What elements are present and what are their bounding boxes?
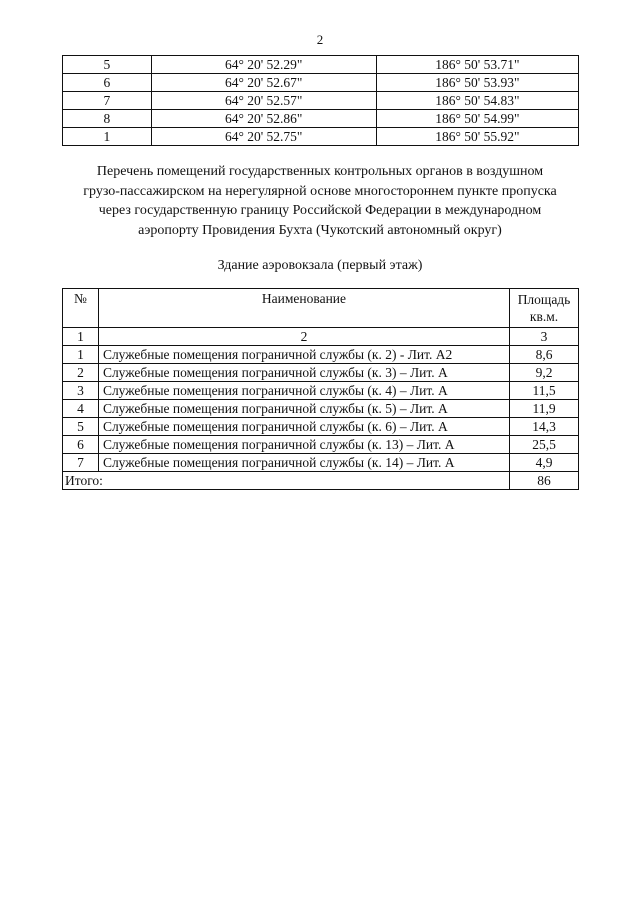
row-name: Служебные помещения пограничной службы (к. 4) – Лит. А [98,382,509,400]
total-row [63,472,579,490]
heading-line: через государственную границу Российской Федерации в международном [98,203,542,218]
longitude-cell: 186° 50' 55.92" [376,128,578,146]
total-label: Итого: [63,472,510,490]
table-row [63,128,579,146]
header-area-line: Площадь [517,292,571,307]
latitude-cell: 64° 20' 52.67" [151,74,376,92]
page-number: 2 [316,32,324,47]
table-row [63,92,579,110]
longitude-cell: 186° 50' 54.83" [376,92,578,110]
table-header-row [63,289,579,328]
row-num: 7 [63,454,99,472]
latitude-cell: 64° 20' 52.29" [151,56,376,74]
point-cell: 7 [63,92,152,110]
row-area: 11,5 [510,382,579,400]
index-cell: 3 [510,328,579,346]
table-row [63,454,579,472]
point-cell: 8 [63,110,152,128]
table-row [63,110,579,128]
header-num: № [63,289,99,328]
row-area: 14,3 [510,418,579,436]
row-area: 4,9 [510,454,579,472]
latitude-cell: 64° 20' 52.86" [151,110,376,128]
row-num: 3 [63,382,99,400]
point-cell: 6 [63,74,152,92]
row-num: 1 [63,346,99,364]
coordinates-table [62,55,579,146]
row-name: Служебные помещения пограничной службы (к. 14) – Лит. А [98,454,509,472]
latitude-cell: 64° 20' 52.75" [151,128,376,146]
heading-line: грузо-пассажирском на нерегулярной основе многостороннем пункте пропуска [83,183,557,199]
header-area [510,289,579,328]
row-num: 4 [63,400,99,418]
heading-line: Перечень помещений государственных контрольных органов в воздушном [96,164,544,179]
table-row [63,74,579,92]
table-row [63,364,579,382]
longitude-cell: 186° 50' 53.71" [376,56,578,74]
index-cell: 1 [63,328,99,346]
row-area: 25,5 [510,436,579,454]
row-area: 8,6 [510,346,579,364]
table-row [63,436,579,454]
row-name: Служебные помещения пограничной службы (к. 13) – Лит. А [98,436,509,454]
heading-line: аэропорту Провидения Бухта (Чукотский автономный округ) [138,222,502,238]
row-name: Служебные помещения пограничной службы (к. 6) – Лит. А [98,418,509,436]
table-row [63,56,579,74]
table-row [63,418,579,436]
document-heading [40,162,600,240]
column-index-row [63,328,579,346]
longitude-cell: 186° 50' 53.93" [376,74,578,92]
header-area-unit: кв.м. [529,309,559,324]
point-cell: 1 [63,128,152,146]
table-row [63,400,579,418]
point-cell: 5 [63,56,152,74]
section-subheading: Здание аэровокзала (первый этаж) [217,258,423,273]
row-name: Служебные помещения пограничной службы (к. 5) – Лит. А [98,400,509,418]
row-area: 9,2 [510,364,579,382]
latitude-cell: 64° 20' 52.57" [151,92,376,110]
total-value: 86 [510,472,579,490]
row-num: 5 [63,418,99,436]
table-row [63,382,579,400]
row-num: 2 [63,364,99,382]
table-row [63,346,579,364]
header-name: Наименование [98,289,509,328]
rooms-table [62,288,579,490]
row-num: 6 [63,436,99,454]
row-name: Служебные помещения пограничной службы (к. 3) – Лит. А [98,364,509,382]
index-cell: 2 [98,328,509,346]
longitude-cell: 186° 50' 54.99" [376,110,578,128]
row-name: Служебные помещения пограничной службы (к. 2) - Лит. А2 [98,346,509,364]
row-area: 11,9 [510,400,579,418]
